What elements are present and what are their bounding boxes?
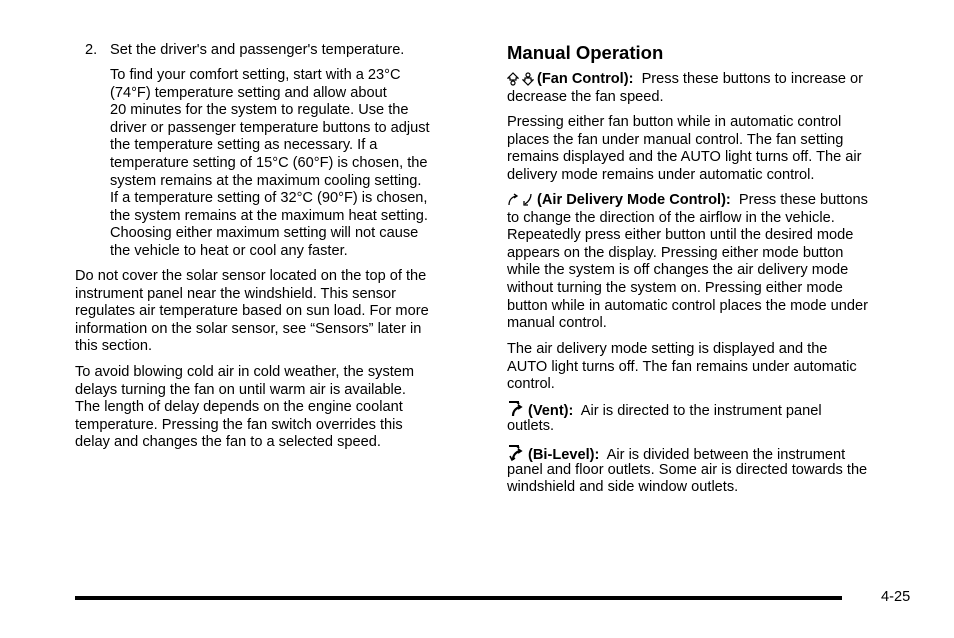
- text-line: Pressing either fan button while in automatic control: [507, 114, 842, 130]
- list-item-number: 2.: [85, 42, 98, 58]
- cold-air-paragraph: [75, 364, 414, 452]
- mode-display-paragraph: [507, 341, 857, 394]
- solar-sensor-paragraph: [75, 268, 429, 356]
- text-line: this section.: [75, 338, 153, 355]
- text-line: the temperature setting as necessary. If a: [110, 137, 378, 154]
- air-delivery-paragraph: [507, 192, 868, 333]
- fan-manual-paragraph: [507, 114, 862, 184]
- text-line: regulates air temperature based on sun load. For more: [75, 303, 429, 320]
- text-line: delay and changes the fan to a selected speed.: [75, 434, 381, 451]
- text-line: remains displayed and the AUTO light turns off. The air: [507, 149, 862, 166]
- list-item-text: [110, 42, 404, 60]
- text-line: while the system is off changes the air delivery mode: [507, 262, 849, 279]
- text-line: to change the direction of the airflow in the vehicle.: [507, 209, 835, 226]
- text-line: driver or passenger temperature buttons to adjust: [110, 119, 430, 136]
- text-line: [507, 192, 868, 210]
- text-run: Air is directed to the instrument panel: [580, 403, 822, 419]
- text-line: The length of delay depends on the engine coolant: [75, 399, 403, 416]
- text-line: without turning the system on. Pressing either mode: [507, 279, 843, 296]
- text-line: control.: [507, 376, 555, 393]
- text-line: the vehicle to heat or cool any faster.: [110, 242, 348, 259]
- text-line: panel and floor outlets. Some air is directed towards the: [507, 461, 868, 478]
- term-label: (Bi-Level):: [528, 447, 600, 463]
- term-label: (Vent):: [528, 403, 574, 419]
- text-line: 20 minutes for the system to regulate. Use the: [110, 102, 409, 119]
- text-line: manual control.: [507, 315, 607, 332]
- text-line: button while in automatic control places the mode under: [507, 297, 869, 314]
- text-line: windshield and side window outlets.: [507, 479, 739, 496]
- text-line: AUTO light turns off. The fan remains under automatic: [507, 358, 857, 375]
- text-run: Air is divided between the instrument: [606, 447, 846, 463]
- text-line: the system remains at the maximum heat setting.: [110, 207, 428, 224]
- page-number: 4-25: [881, 589, 911, 605]
- text-run: Press these buttons to increase or: [641, 71, 864, 87]
- text-line: outlets.: [507, 417, 555, 434]
- text-line: If a temperature setting of 32°C (90°F) is chosen,: [110, 190, 428, 207]
- text-line: system remains at the maximum cooling setting.: [110, 172, 422, 189]
- text-line: decrease the fan speed.: [507, 88, 664, 105]
- list-item-heading-line: Set the driver's and passenger's temperature.: [110, 42, 405, 58]
- text-line: delays turning the fan on until warm air is available.: [75, 381, 406, 398]
- text-line: (74°F) temperature setting and allow about: [110, 84, 387, 101]
- text-line: information on the solar sensor, see “Sensors” later in: [75, 320, 422, 337]
- term-label: (Fan Control):: [537, 71, 634, 87]
- fan-control-paragraph: [507, 71, 863, 106]
- text-line: To find your comfort setting, start with a 23°C: [110, 67, 401, 83]
- text-line: The air delivery mode setting is displayed and the: [507, 341, 828, 357]
- text-line: [507, 400, 822, 418]
- text-line: temperature setting of 15°C (60°F) is chosen, the: [110, 154, 428, 171]
- text-line: Choosing either maximum setting will not cause: [110, 225, 419, 242]
- bi-level-paragraph: [507, 444, 867, 497]
- text-line: [507, 71, 863, 89]
- text-line: temperature. Pressing the fan switch overrides this: [75, 416, 403, 433]
- text-line: Repeatedly press either button until the desired mode: [507, 227, 854, 244]
- text-line: To avoid blowing cold air in cold weather, the system: [75, 364, 415, 380]
- footer-rule: [75, 596, 842, 600]
- text-line: delivery mode remains under automatic control.: [507, 166, 815, 183]
- term-label: (Air Delivery Mode Control):: [537, 192, 731, 208]
- text-line: places the fan under manual control. The fan setting: [507, 131, 844, 148]
- vent-paragraph: [507, 400, 822, 435]
- comfort-setting-paragraph: [110, 67, 430, 261]
- text-line: instrument panel near the windshield. This sensor: [75, 285, 396, 302]
- section-heading: Manual Operation: [507, 42, 664, 63]
- text-line: appears on the display. Pressing either mode button: [507, 244, 844, 261]
- text-line: Do not cover the solar sensor located on the top of the: [75, 268, 427, 284]
- text-run: Press these buttons: [738, 192, 868, 208]
- text-line: [507, 444, 867, 462]
